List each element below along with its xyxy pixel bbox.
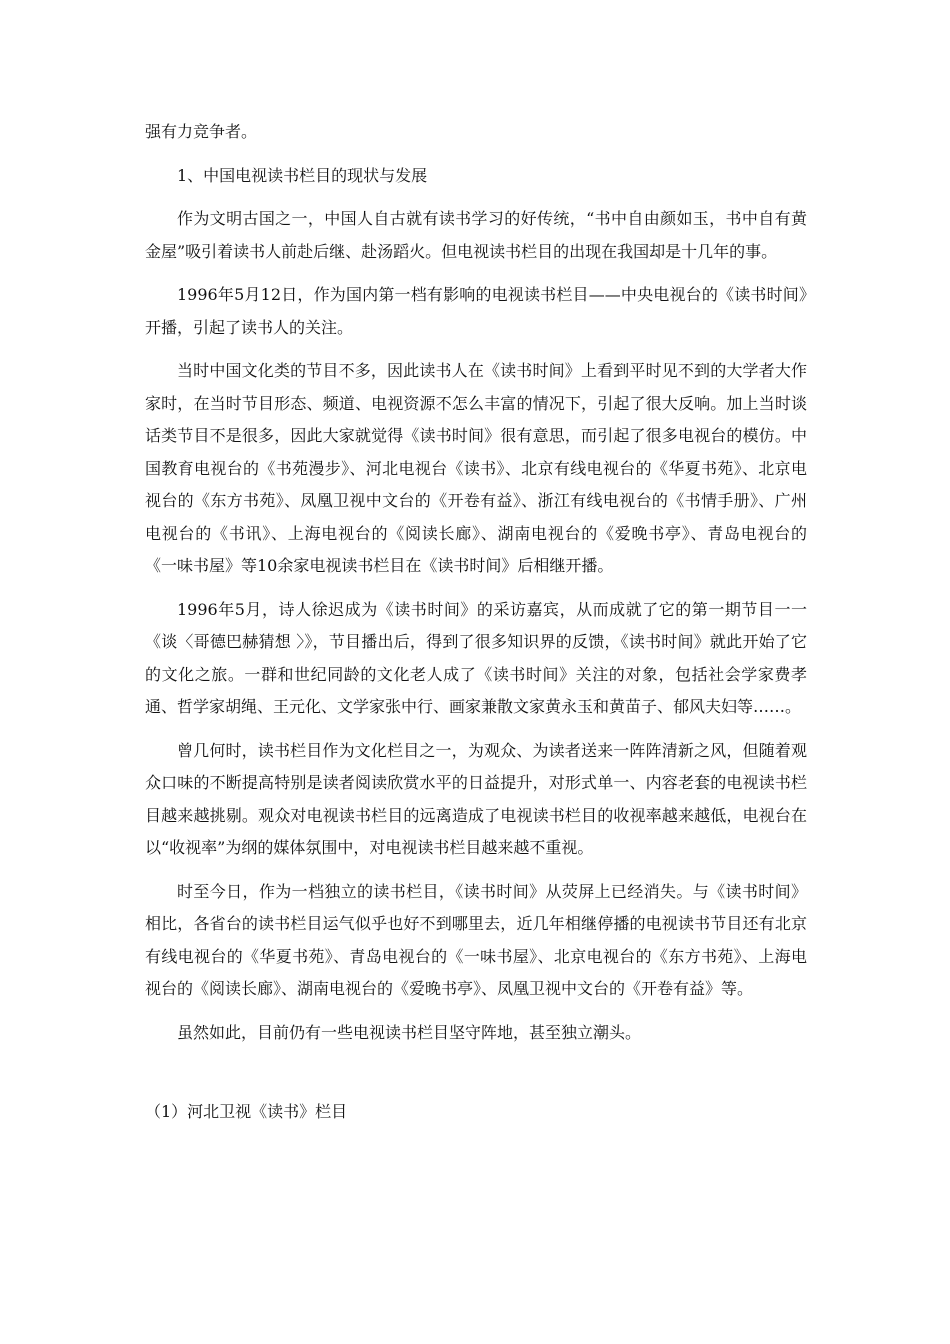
paragraph-7: 时至今日，作为一档独立的读书栏目，《读书时间》从荧屏上已经消失。与《读书时间》相比，各省台的读书栏目运气似乎也好不到哪里去，近几年相继停播的电视读书节目还有北京有线电视台的《华夏书苑》、青岛电视台的《一味书屋》、北京电视台的《东方书苑》、上海电视台的《阅读长廊》、湖南电视台的《爱晚书亭》、凤凰卫视中文台的《开卷有益》等。 [145, 881, 807, 998]
paragraph-6: 曾几何时，读书栏目作为文化栏目之一，为观众、为读者送来一阵阵清新之风，但随着观众口味的不断提高特别是读者阅读欣赏水平的日益提升，对形式单一、内容老套的电视读书栏目越来越挑剔。观众对电视读书栏目的远离造成了电视读书栏目的收视率越来越低，电视台在以“收视率”为纲的媒体氛围中，对电视读书栏目越来越不重视。 [145, 740, 807, 857]
paragraph-8: 虽然如此，目前仍有一些电视读书栏目坚守阵地，甚至独立潮头。 [177, 1022, 642, 1042]
spacer [145, 1060, 807, 1096]
paragraph-3: 1996年5月12日，作为国内第一档有影响的电视读书栏目——中央电视台的《读书时间》开播，引起了读书人的关注。 [145, 285, 807, 337]
paragraph-4: 当时中国文化类的节目不多，因此读书人在《读书时间》上看到平时见不到的大学者大作家时，在当时节目形态、频道、电视资源不怎么丰富的情况下，引起了很大反响。加上当时谈话类节目不是很多，因此大家就觉得《读书时间》很有意思，而引起了很多电视台的模仿。中国教育电视台的《书苑漫步》、河北电视台《读书》、北京有线电视台的《华夏书苑》、北京电视台的《东方书苑》、凤凰卫视中文台的《开卷有益》、浙江有线电视台的《书情手册》、广州电视台的《书讯》、上海电视台的《阅读长廊》、湖南电视台的《爱晚书亭》、青岛电视台的《一味书屋》等10余家电视读书栏目在《读书时间》后相继开播。 [145, 361, 807, 575]
document-body [145, 116, 807, 1140]
paragraph-1: 强有力竞争者。 [145, 122, 258, 141]
paragraph-5: 1996年5月，诗人徐迟成为《读书时间》的采访嘉宾，从而成就了它的第一期节目一一《谈〈哥德巴赫猜想 〉》，节目播出后，得到了很多知识界的反馈，《读书时间》就此开始了它的文化之旅。一群和世纪同龄的文化老人成了《读书时间》关注的对象，包括社会学家费孝通、哲学家胡绳、王元化、文学家张中行、画家兼散文家黄永玉和黄苗子、郁风夫妇等……。 [145, 599, 807, 716]
section-heading: 1、中国电视读书栏目的现状与发展 [177, 165, 428, 185]
paragraph-2: 作为文明古国之一，中国人自古就有读书学习的好传统，“书中自由颜如玉，书中自有黄金屋”吸引着读书人前赴后继、赴汤蹈火。但电视读书栏目的出现在我国却是十几年的事。 [145, 209, 807, 261]
subsection-heading: （1）河北卫视《读书》栏目 [145, 1102, 348, 1121]
